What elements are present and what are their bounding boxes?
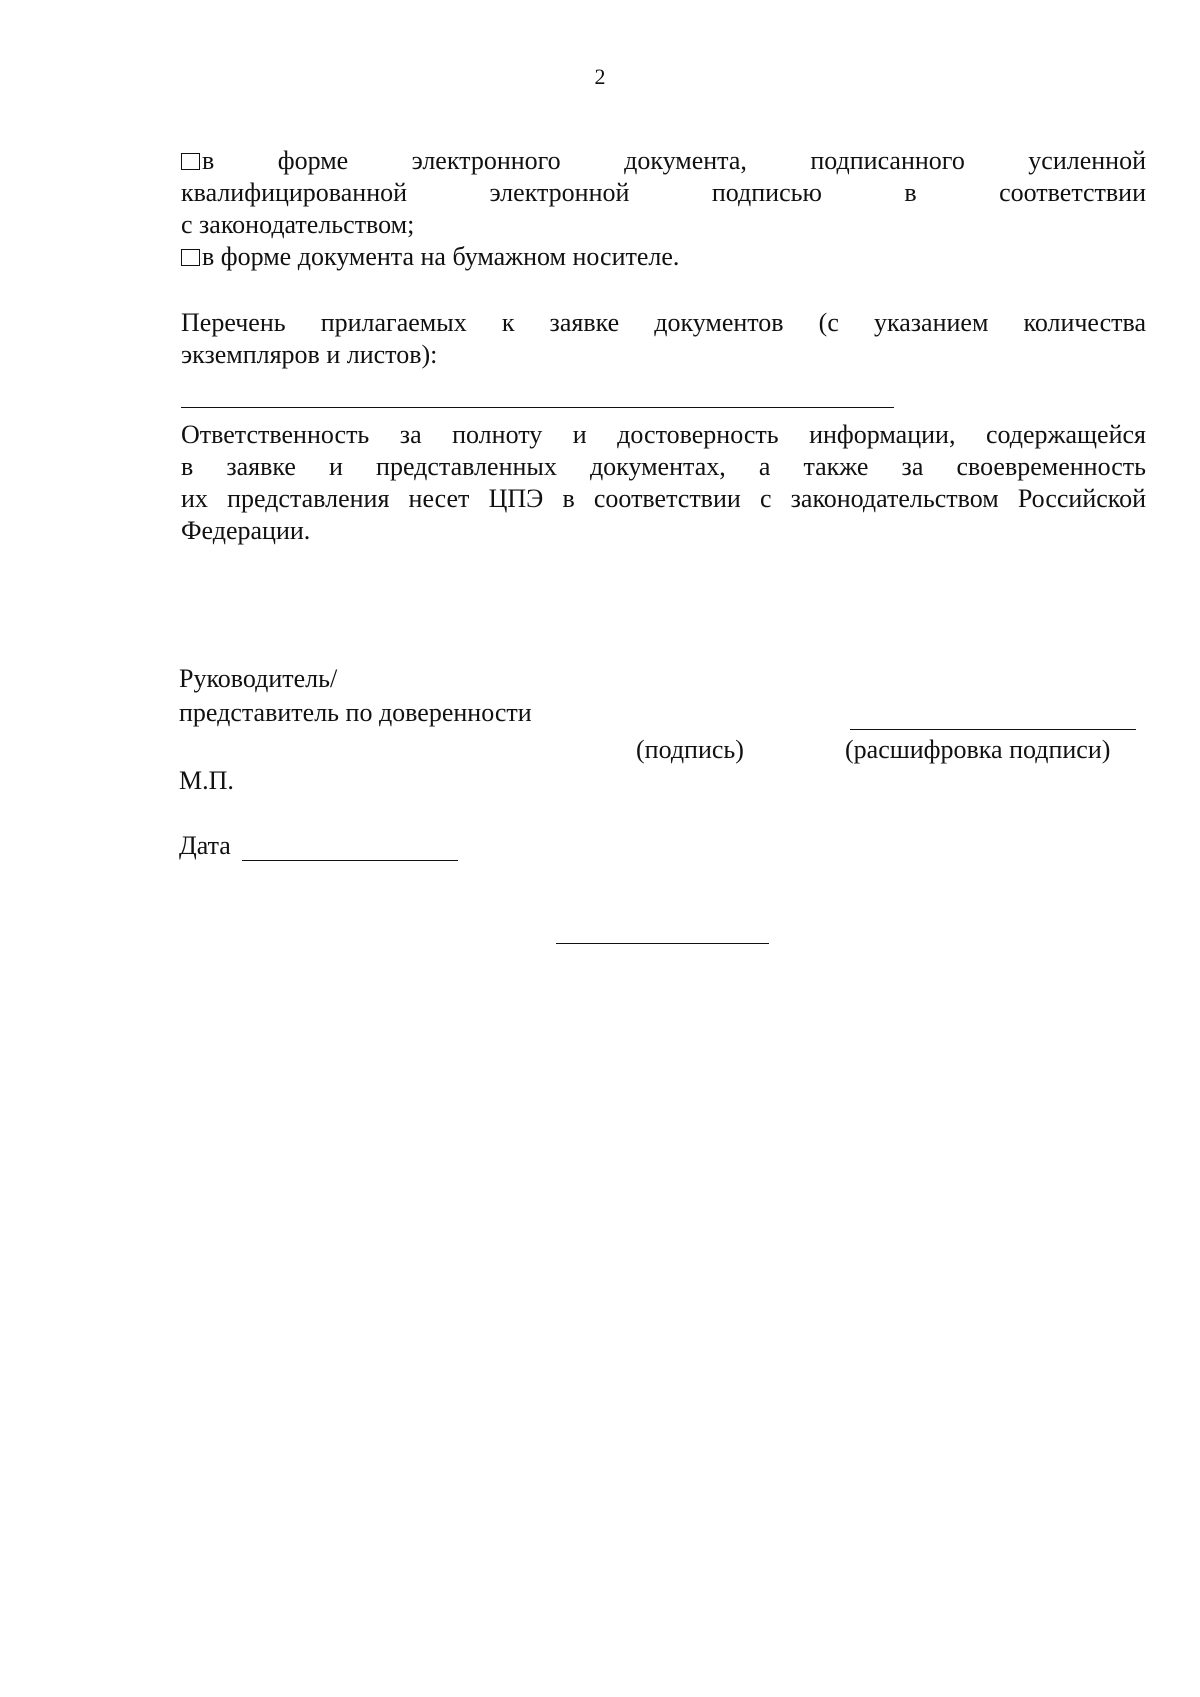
page-number: 2 [594, 64, 606, 89]
delivery-option-electronic-line-3: с законодательством; [181, 210, 415, 239]
date-fill-line[interactable] [242, 860, 458, 861]
signer-role-line-1: Руководитель/ [179, 664, 338, 693]
signature-decoding-label: (расшифровка подписи) [845, 735, 1111, 764]
checkbox-paper[interactable] [181, 249, 200, 266]
responsibility-line-3: их представления несет ЦПЭ в соответствии с законодательством Российской [181, 484, 1146, 513]
delivery-option-electronic [181, 145, 1146, 241]
date-label: Дата [179, 831, 231, 860]
stamp-label: М.П. [179, 766, 234, 795]
delivery-option-paper [181, 241, 1146, 273]
delivery-option-electronic-line-2: квалифицированной электронной подписью в соответствии [181, 178, 1146, 207]
responsibility-line-4: Федерации. [181, 516, 311, 545]
document-end-line [556, 943, 769, 944]
responsibility-paragraph [181, 419, 1146, 547]
checkbox-electronic[interactable] [181, 153, 200, 170]
attachments-paragraph [181, 307, 1146, 371]
delivery-option-electronic-line-1: в форме электронного документа, подписанного усиленной [181, 145, 1146, 177]
delivery-option-paper-label: в форме документа на бумажном носителе. [202, 242, 680, 271]
attachments-fill-line[interactable] [181, 407, 894, 408]
responsibility-line-1: Ответственность за полноту и достоверность информации, содержащейся [181, 420, 1146, 449]
attachments-line-2: экземпляров и листов): [181, 340, 438, 369]
responsibility-line-2: в заявке и представленных документах, а также за своевременность [181, 452, 1146, 481]
decoding-fill-line[interactable] [850, 729, 1136, 730]
signer-role-line-2: представитель по доверенности [179, 698, 532, 727]
attachments-line-1: Перечень прилагаемых к заявке документов (с указанием количества [181, 308, 1146, 337]
signature-label: (подпись) [636, 735, 744, 764]
